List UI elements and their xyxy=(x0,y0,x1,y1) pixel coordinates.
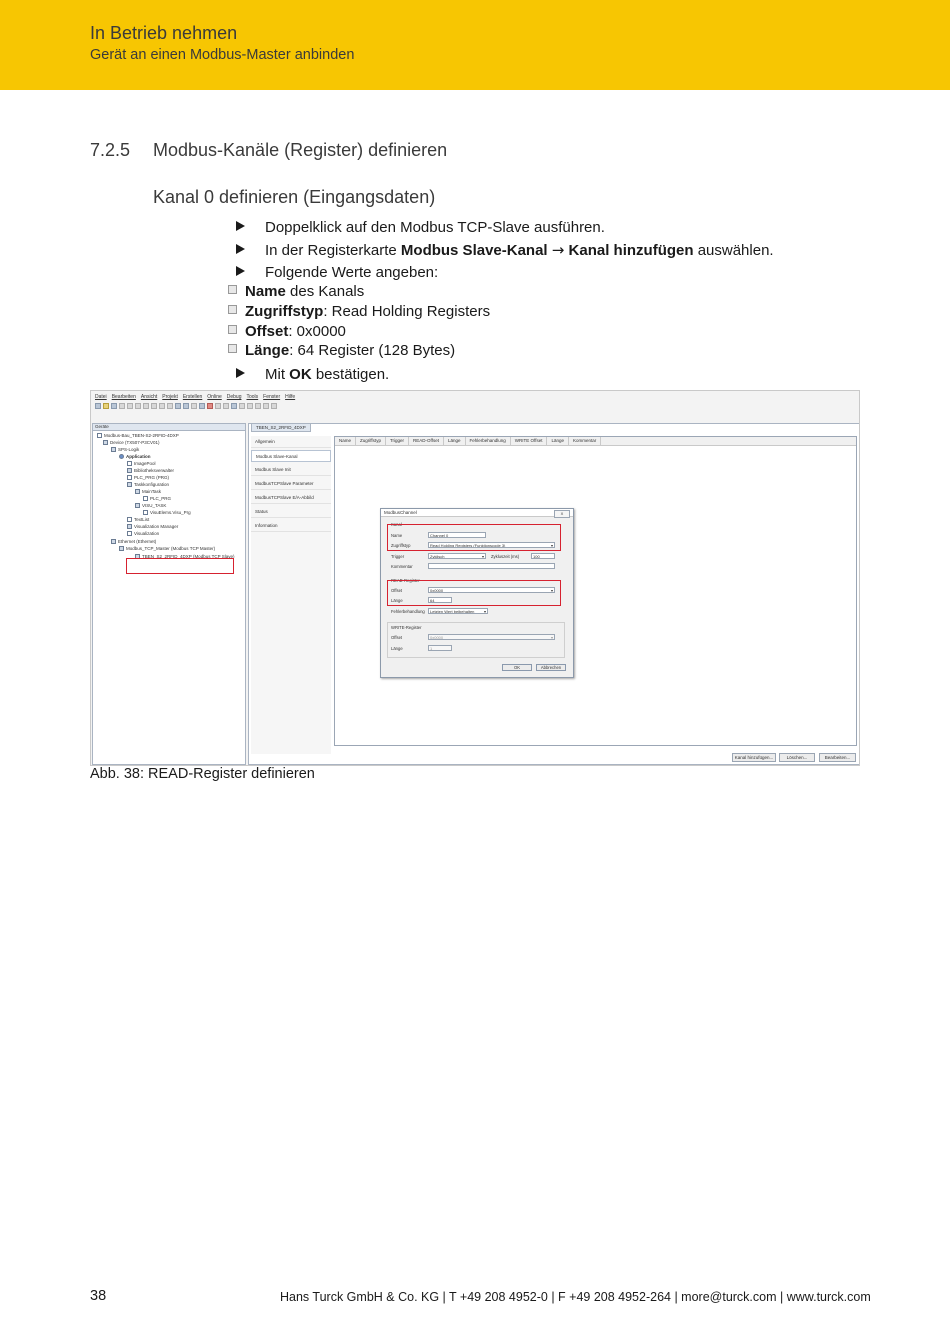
highlight-slave-box xyxy=(126,558,234,574)
undo-icon[interactable] xyxy=(127,403,133,409)
tree-item[interactable]: Taskkonfiguration xyxy=(127,482,169,487)
menu-item[interactable]: Fenster xyxy=(263,394,281,400)
plc-logic-icon xyxy=(111,447,116,452)
ethernet-icon xyxy=(111,539,116,544)
read-length-label: Länge xyxy=(391,598,403,603)
access-type-label: Zugriffstyp xyxy=(391,543,411,548)
trigger-label: Trigger xyxy=(391,554,405,559)
menu-item[interactable]: Hilfe xyxy=(285,394,296,400)
devices-panel-title: Geräte xyxy=(93,424,245,431)
group-label-read: READ-Register xyxy=(391,578,420,583)
tree-item[interactable]: TextList xyxy=(127,517,149,522)
step-3: Folgende Werte angeben: xyxy=(236,264,438,281)
comment-label: Kommentar xyxy=(391,564,413,569)
modbus-master-icon xyxy=(119,546,124,551)
stop-icon[interactable] xyxy=(223,403,229,409)
task-icon xyxy=(135,503,140,508)
menu-item[interactable]: Debug xyxy=(226,394,242,400)
tree-item[interactable]: Application xyxy=(119,454,151,459)
step-1: Doppelklick auf den Modbus TCP-Slave ausführen. xyxy=(236,219,605,236)
tree-item[interactable]: Device (TX507-P3CV01) xyxy=(103,440,160,445)
value-item: Offset: 0x0000 xyxy=(228,323,346,340)
delete-channel-button[interactable]: Löschen... xyxy=(779,753,815,762)
page-number: 38 xyxy=(90,1288,107,1304)
side-tab-general[interactable]: Allgemein xyxy=(251,436,331,448)
square-bullet-icon xyxy=(228,285,237,294)
copy-icon[interactable] xyxy=(151,403,157,409)
side-tab-io-mapping[interactable]: ModbusTCPSlave E/A-Abbild xyxy=(251,492,331,504)
tree-item[interactable]: Ethernet (Ethernet) xyxy=(111,539,156,544)
right-arrow-icon: → xyxy=(551,241,565,259)
paste-icon[interactable] xyxy=(159,403,165,409)
dialog-close-button[interactable]: X xyxy=(554,510,570,518)
menu-item[interactable]: Bearbeiten xyxy=(111,394,136,400)
arrow-bullet-icon xyxy=(236,244,245,254)
column-header: Länge xyxy=(444,437,466,445)
error-handling-label: Fehlerbehandlung xyxy=(391,609,425,614)
build-icon[interactable] xyxy=(191,403,197,409)
replace-icon[interactable] xyxy=(183,403,189,409)
program-icon xyxy=(143,496,148,501)
visu-manager-icon xyxy=(127,524,132,529)
group-label-write: WRITE-Register xyxy=(391,625,422,630)
open-folder-icon[interactable] xyxy=(103,403,109,409)
codesys-screenshot xyxy=(90,390,860,766)
menu-item[interactable]: Erstellen xyxy=(182,394,203,400)
column-header: Trigger xyxy=(386,437,409,445)
tree-item[interactable]: PLC_PRG xyxy=(143,496,171,501)
chapter-title: In Betrieb nehmen xyxy=(90,23,238,43)
access-type-select[interactable]: Read Holding Registers (Funktionscode 3) ▾ xyxy=(428,542,555,548)
read-offset-select[interactable]: 0x0000 ▾ xyxy=(428,587,555,593)
column-header: Länge xyxy=(547,437,569,445)
tree-item-selected-slave[interactable]: TBEN_S2_2RFID_4DXP (Modbus TCP Slave) xyxy=(135,554,235,559)
side-tab-slave-parameter[interactable]: ModbusTCPSlave Parameter xyxy=(251,478,331,490)
application-icon xyxy=(119,454,124,459)
value-item: Länge: 64 Register (128 Bytes) xyxy=(228,342,455,359)
dialog-title: ModbusChannel xyxy=(381,509,573,517)
side-tab-information[interactable]: Information xyxy=(251,520,331,532)
tree-item[interactable]: SPS-Logik xyxy=(111,447,139,452)
menu-bar xyxy=(95,394,300,400)
menu-item[interactable]: Datei xyxy=(95,394,107,400)
tree-item[interactable]: PLC_PRG (PRG) xyxy=(127,475,169,480)
breakpoint-icon[interactable] xyxy=(239,403,245,409)
read-length-input[interactable]: 64 xyxy=(428,597,452,603)
save-icon[interactable] xyxy=(111,403,117,409)
write-values-icon[interactable] xyxy=(271,403,277,409)
group-label-channel: Kanal xyxy=(391,522,402,527)
header-band xyxy=(0,0,950,90)
column-header: Fehlerbehandlung xyxy=(466,437,511,445)
arrow-bullet-icon xyxy=(236,368,245,378)
column-header: WRITE Offset xyxy=(511,437,548,445)
square-bullet-icon xyxy=(228,325,237,334)
cut-icon[interactable] xyxy=(143,403,149,409)
name-input[interactable]: Channel 0 xyxy=(428,532,486,538)
comment-input[interactable] xyxy=(428,563,555,569)
devices-panel xyxy=(92,423,246,765)
tree-item[interactable]: Modbus_TCP_Master (Modbus TCP Master) xyxy=(119,546,215,551)
tree-item[interactable]: Bibliotheksverwalter xyxy=(127,468,174,473)
side-tab-modbus-slave-init[interactable]: Modbus Slave Init xyxy=(251,464,331,476)
value-item: Zugriffstyp: Read Holding Registers xyxy=(228,303,490,320)
section-number: 7.2.5 xyxy=(90,140,131,160)
login-icon[interactable] xyxy=(199,403,205,409)
edit-channel-button[interactable]: Bearbeiten... xyxy=(819,753,856,762)
highlight-channel-box xyxy=(387,524,561,551)
modbus-channel-dialog xyxy=(380,508,574,678)
read-offset-label: Offset xyxy=(391,588,403,593)
program-icon xyxy=(143,510,148,515)
tree-item[interactable]: VisuElems.Visu_Prg xyxy=(143,510,191,515)
column-header: READ-Offset xyxy=(409,437,444,445)
step-4: Mit OK bestätigen. xyxy=(236,366,389,383)
step-over-icon[interactable] xyxy=(247,403,253,409)
library-icon xyxy=(127,468,132,473)
task-config-icon xyxy=(127,482,132,487)
column-header: Kommentar xyxy=(569,437,601,445)
cycle-time-label: Zykluszeit (ms) xyxy=(491,554,520,559)
tree-item[interactable]: Visualization Manager xyxy=(127,524,178,529)
tree-item[interactable]: VISU_TASK xyxy=(135,503,166,508)
write-length-label: Länge xyxy=(391,646,403,651)
side-tab-modbus-slave-channel[interactable]: Modbus Slave-Kanal xyxy=(251,450,331,462)
task-icon xyxy=(135,489,140,494)
delete-icon[interactable] xyxy=(167,403,173,409)
subheading: Kanal 0 definieren (Eingangsdaten) xyxy=(153,187,436,207)
square-bullet-icon xyxy=(228,344,237,353)
arrow-bullet-icon xyxy=(236,266,245,276)
trigger-select[interactable]: Zyklisch ▾ xyxy=(428,553,486,559)
step-out-icon[interactable] xyxy=(263,403,269,409)
name-label: Name xyxy=(391,533,403,538)
column-header: Zugriffstyp xyxy=(356,437,386,445)
menu-item[interactable]: Online xyxy=(207,394,222,400)
redo-icon[interactable] xyxy=(135,403,141,409)
device-icon xyxy=(103,440,108,445)
square-bullet-icon xyxy=(228,305,237,314)
step-2: In der Registerkarte Modbus Slave-Kanal → Kanal hinzufügen auswählen. xyxy=(236,241,774,259)
chapter-subtitle: Gerät an einen Modbus-Master anbinden xyxy=(90,47,355,63)
project-icon xyxy=(97,433,102,438)
start-icon[interactable] xyxy=(215,403,221,409)
grid-header xyxy=(335,437,856,446)
text-list-icon xyxy=(127,517,132,522)
program-icon xyxy=(127,475,132,480)
menu-item[interactable]: Ansicht xyxy=(140,394,158,400)
footer-contact: Hans Turck GmbH & Co. KG | T +49 208 4952-0 | F +49 208 4952-264 | more@turck.com | www.turck.com xyxy=(280,1290,871,1304)
visualization-icon xyxy=(127,531,132,536)
write-length-input[interactable]: 1 xyxy=(428,645,452,651)
image-pool-icon xyxy=(127,461,132,466)
write-offset-label: Offset xyxy=(391,635,403,640)
step-into-icon[interactable] xyxy=(255,403,261,409)
write-offset-select[interactable]: 0x0000 ▾ xyxy=(428,634,555,640)
tree-item[interactable]: Visualization xyxy=(127,531,159,536)
add-channel-button[interactable]: Kanal hinzufügen... xyxy=(732,753,776,762)
menu-item[interactable]: Projekt xyxy=(162,394,178,400)
tree-item[interactable]: ImagePool xyxy=(127,461,156,466)
side-tab-status[interactable]: Status xyxy=(251,506,331,518)
print-icon[interactable] xyxy=(119,403,125,409)
cancel-button[interactable]: Abbrechen xyxy=(536,664,566,671)
value-item: Name des Kanals xyxy=(228,283,364,300)
tree-item[interactable]: Modbus-Bau_TBEN-S2-2RFID-4DXP xyxy=(97,433,179,438)
tree-item[interactable]: MainTask xyxy=(135,489,161,494)
menu-item[interactable]: Tools xyxy=(246,394,259,400)
reset-icon[interactable] xyxy=(231,403,237,409)
editor-side-tabs xyxy=(251,436,331,754)
editor-tab[interactable]: TBEN_S2_2RFID_4DXP xyxy=(251,424,311,432)
section-title: Modbus-Kanäle (Register) definieren xyxy=(153,140,448,160)
cycle-time-input[interactable]: 100 xyxy=(531,553,555,559)
ok-button[interactable]: OK xyxy=(502,664,532,671)
find-icon[interactable] xyxy=(175,403,181,409)
arrow-bullet-icon xyxy=(236,221,245,231)
figure-caption: Abb. 38: READ-Register definieren xyxy=(90,766,315,782)
new-file-icon[interactable] xyxy=(95,403,101,409)
column-header: Name xyxy=(335,437,356,445)
logout-icon[interactable] xyxy=(207,403,213,409)
error-handling-select[interactable]: Letzten Wert beibehalten ▾ xyxy=(428,608,488,614)
toolbar xyxy=(95,403,475,411)
highlight-read-register-box xyxy=(387,580,561,606)
